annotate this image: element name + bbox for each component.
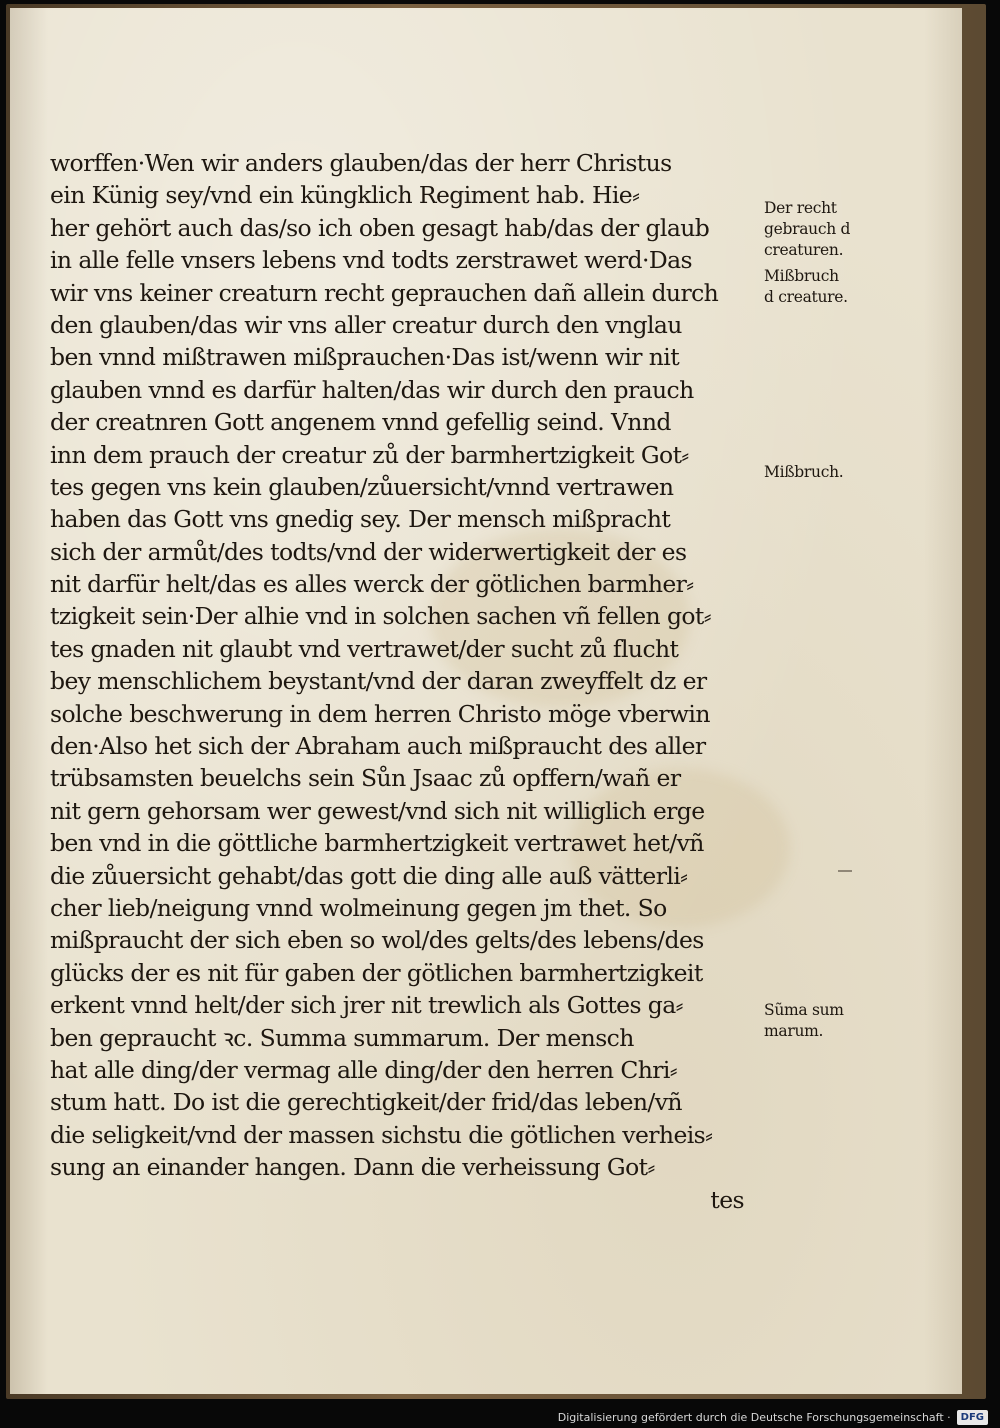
dfg-logo-icon: DFG: [957, 1410, 988, 1425]
text-line: wir vns keiner creaturn recht geprauchen dañ allein durch: [50, 278, 719, 307]
text-line: inn dem prauch der creatur zů der barmhertzigkeit Got⸗: [50, 440, 689, 469]
marginal-note-4: [764, 1000, 892, 1042]
footer-bar: [558, 1410, 988, 1425]
marginal-line: creaturen.: [764, 241, 844, 259]
text-line: stum hatt. Do ist die gerechtigkeit/der frid/das leben/vñ: [50, 1088, 682, 1117]
text-line: nit gern gehorsam wer gewest/vnd sich nit williglich erge: [50, 796, 705, 825]
marginal-line: Sũma sum: [764, 1001, 844, 1019]
text-line: haben das Gott vns gnedig sey. Der mensch mißpracht: [50, 505, 671, 534]
text-line: glauben vnnd es darfür halten/das wir durch den prauch: [50, 375, 694, 404]
marginal-note-3: [764, 462, 892, 483]
text-line: sich der armůt/des todts/vnd der widerwertigkeit der es: [50, 537, 687, 566]
text-line: tes gnaden nit glaubt vnd vertrawet/der sucht zů flucht: [50, 634, 679, 663]
text-line: die zůuersicht gehabt/das gott die ding alle auß vätterli⸗: [50, 861, 688, 890]
marginal-note-2: [764, 266, 892, 308]
funding-notice: Digitalisierung gefördert durch die Deutsche Forschungsgemeinschaft ·: [557, 1411, 951, 1424]
text-line: in alle felle vnsers lebens vnd todts zerstrawet werd·Das: [50, 246, 692, 275]
text-line: den·Also het sich der Abraham auch mißpraucht des aller: [50, 732, 706, 761]
text-line: ben gepraucht ꝛc. Summa summarum. Der mensch: [50, 1023, 634, 1052]
text-line: solche beschwerung in dem herren Christo möge vberwin: [50, 699, 710, 728]
marginal-line: Mißbruch: [764, 267, 839, 285]
marginal-line: Mißbruch.: [764, 463, 844, 481]
margin-mark: [838, 870, 852, 872]
text-line: cher lieb/neigung vnnd wolmeinung gegen jm thet. So: [50, 893, 667, 922]
text-line: mißpraucht der sich eben so wol/des gelts/des lebens/des: [50, 926, 704, 955]
text-line: erkent vnnd helt/der sich jrer nit trewlich als Gottes ga⸗: [50, 991, 683, 1020]
text-line: die seligkeit/vnd der massen sichstu die götlichen verheis⸗: [50, 1120, 713, 1149]
text-line: nit darfür helt/das es alles werck der götlichen barmher⸗: [50, 570, 694, 599]
marginal-note-1: [764, 198, 892, 261]
text-line: trübsamsten beuelchs sein Sůn Jsaac zů opffern/wañ er: [50, 764, 681, 793]
text-line: her gehört auch das/so ich oben gesagt hab/das der glaub: [50, 213, 710, 242]
marginal-line: marum.: [764, 1022, 824, 1040]
text-line: hat alle ding/der vermag alle ding/der den herren Chri⸗: [50, 1055, 678, 1084]
catchword: tes: [710, 1185, 744, 1214]
text-line: der creatnren Gott angenem vnnd gefellig seind. Vnnd: [50, 408, 671, 437]
text-line: worffen·Wen wir anders glauben/das der herr Christus: [50, 149, 672, 177]
body-text: [50, 147, 762, 1216]
text-line: tes gegen vns kein glauben/zůuersicht/vnnd vertrawen: [50, 472, 674, 501]
text-line: sung an einander hangen. Dann die verheissung Got⸗: [50, 1153, 655, 1182]
text-line: ein Künig sey/vnd ein küngklich Regiment hab. Hie⸗: [50, 181, 640, 210]
text-line: bey menschlichem beystant/vnd der daran zweyffelt dz er: [50, 667, 707, 696]
marginal-line: gebrauch d: [764, 220, 851, 238]
text-line: tzigkeit sein·Der alhie vnd in solchen sachen vñ fellen got⸗: [50, 602, 712, 631]
text-line: ben vnd in die göttliche barmhertzigkeit vertrawet het/vñ: [50, 829, 704, 858]
text-line: glücks der es nit für gaben der götlichen barmhertzigkeit: [50, 958, 703, 987]
text-line: den glauben/das wir vns aller creatur durch den vnglau: [50, 310, 682, 339]
marginal-line: d creature.: [764, 288, 848, 306]
text-line: ben vnnd mißtrawen mißprauchen·Das ist/wenn wir nit: [50, 343, 680, 372]
marginal-line: Der recht: [764, 199, 837, 217]
